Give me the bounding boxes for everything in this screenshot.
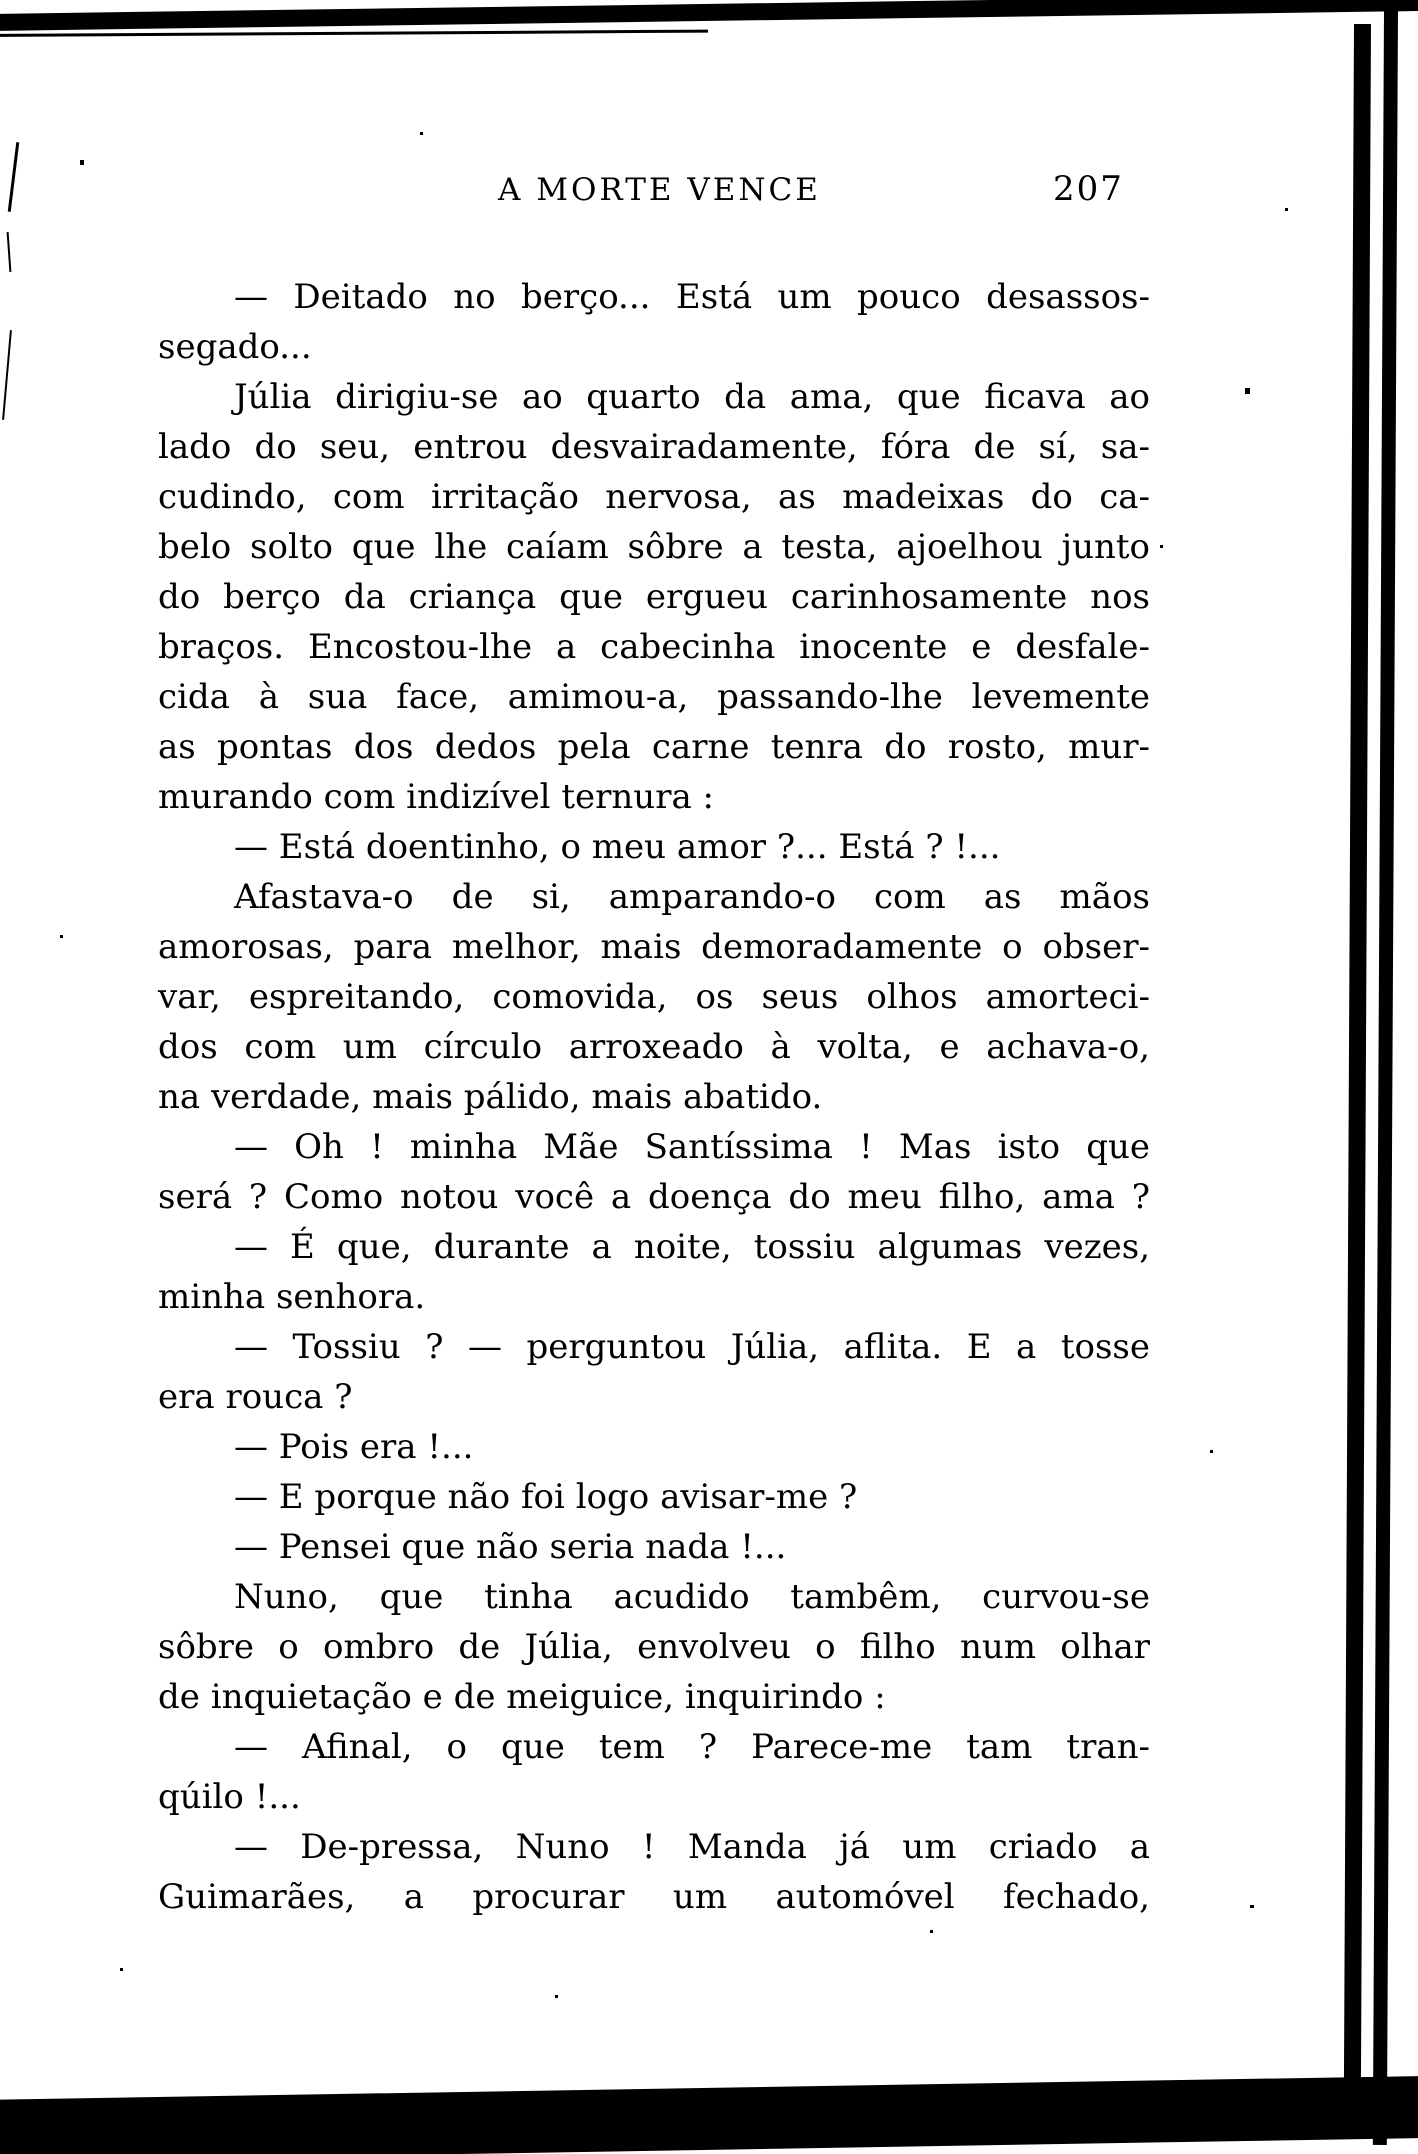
scan-speck [930,1930,933,1933]
text-line: dos com um círculo arroxeado à volta, e achava-o, [158,1027,1150,1067]
scan-speck [2,330,12,420]
scan-speck [1285,208,1288,211]
text-line: Nuno, que tinha acudido tambêm, curvou-se [234,1577,1150,1617]
scan-speck [1160,545,1163,548]
scan-speck [555,1995,558,1998]
text-line: sôbre o ombro de Júlia, envolveu o filho num olhar [158,1627,1150,1667]
scan-speck [1245,388,1250,394]
text-line: — Está doentinho, o meu amor ?... Está ? !... [234,827,1001,867]
scan-artifact-right-bar-inner [1344,24,1371,2114]
text-line: murando com indizível ternura : [158,777,714,817]
scan-artifact-top-bar-thin [0,30,708,37]
scan-artifact-bottom-bar [0,2075,1418,2154]
text-line: — É que, durante a noite, tossiu algumas vezes, [234,1227,1150,1267]
text-line: segado... [158,327,312,367]
scan-artifact-right-bar-outer [1373,10,1398,2145]
text-line: na verdade, mais pálido, mais abatido. [158,1077,823,1117]
page-number: 207 [1053,169,1124,209]
scan-speck [8,142,20,212]
text-line: — Oh ! minha Mãe Santíssima ! Mas isto que [234,1127,1150,1167]
text-line: minha senhora. [158,1277,426,1317]
scan-speck [7,232,12,272]
text-line: as pontas dos dedos pela carne tenra do rosto, mur- [158,727,1150,767]
text-line: Júlia dirigiu-se ao quarto da ama, que ficava ao [234,377,1150,417]
scan-speck [80,160,84,165]
scan-speck [1210,1450,1213,1453]
text-line: lado do seu, entrou desvairadamente, fóra de sí, sa- [158,427,1150,467]
scan-speck [1250,1905,1254,1908]
text-line: era rouca ? [158,1377,353,1417]
text-line: cida à sua face, amimou-a, passando-lhe levemente [158,677,1150,717]
text-line: var, espreitando, comovida, os seus olhos amorteci- [158,977,1150,1017]
text-line: braços. Encostou-lhe a cabecinha inocente e desfale- [158,627,1150,667]
text-line: qúilo !... [158,1777,301,1817]
text-line: será ? Como notou você a doença do meu filho, ama ? [158,1177,1150,1217]
text-line: — Pois era !... [234,1427,474,1467]
page-text [158,272,1150,1922]
text-line: — Tossiu ? — perguntou Júlia, aflita. E a tosse [234,1327,1150,1367]
scan-speck [420,132,423,135]
text-line: de inquietação e de meiguice, inquirindo : [158,1677,886,1717]
text-line: — Pensei que não seria nada !... [234,1527,787,1567]
scan-speck [120,1968,123,1971]
text-line: amorosas, para melhor, mais demoradamente o obser- [158,927,1150,967]
text-line: — E porque não foi logo avisar-me ? [234,1477,858,1517]
running-header-title: A MORTE VENCE [498,172,821,208]
scan-speck [60,935,63,938]
text-line: — Afinal, o que tem ? Parece-me tam tran- [234,1727,1150,1767]
scan-artifact-top-bar [0,0,1418,31]
text-line: — Deitado no berço... Está um pouco desassos- [234,277,1150,317]
text-line: Afastava-o de si, amparando-o com as mãos [234,877,1150,917]
text-line: — De-pressa, Nuno ! Manda já um criado a [234,1827,1150,1867]
text-line: belo solto que lhe caíam sôbre a testa, ajoelhou junto [158,527,1150,567]
text-line: Guimarães, a procurar um automóvel fechado, [158,1877,1150,1917]
text-line: do berço da criança que ergueu carinhosamente nos [158,577,1150,617]
text-line: cudindo, com irritação nervosa, as madeixas do ca- [158,477,1150,517]
